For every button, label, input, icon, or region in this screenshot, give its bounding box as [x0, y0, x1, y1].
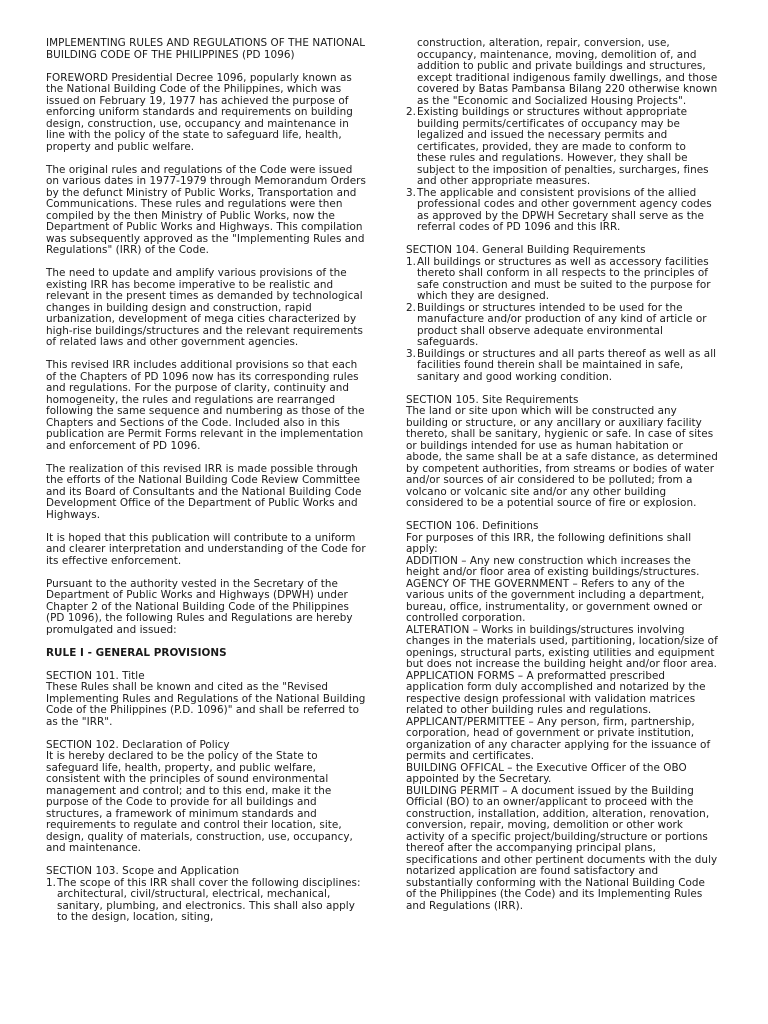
definitions-list — [406, 556, 718, 913]
list-item — [406, 303, 718, 349]
list-item-text: Existing buildings or structures without appropriate building permits/certificates of occupancy may be legalized and issued the necessary permits and certificates, provided, they are made to conform to these rules and regulations. However, they shall be subject to the imposition of penalties, surcharges, fines and other appropriate measures. — [417, 106, 709, 187]
list-item-number: 3. — [406, 186, 417, 199]
list-item-text: All buildings or structures as well as accessory facilities thereto shall conform in all respects to the principles of safe construction and must be suited to the purpose for which they are designed. — [417, 255, 711, 302]
foreword-paragraph: FOREWORD Presidential Decree 1096, popularly known as the National Building Code of the Philippines, which was issued on February 19, 1977 has achieved the purpose of enforcing uniform standards and requirements on building design, construction, use, occupancy and maintenance in line with the policy of the state to safeguard life, health, property and public welfare. — [46, 71, 353, 153]
definition-addition: ADDITION – Any new construction which increases the height and/or floor area of existing buildings/structures. — [406, 554, 700, 578]
list-item — [406, 257, 718, 303]
list-item-number: 1. — [406, 255, 417, 268]
list-item-number: 3. — [406, 347, 417, 360]
list-item-text: Buildings or structures intended to be used for the manufacture and/or production of any kind of article or product shall observe adequate environmental safeguards. — [417, 301, 707, 348]
section-101-heading: SECTION 101. Title — [46, 669, 145, 682]
section-104-heading: SECTION 104. General Building Requirements — [406, 244, 646, 256]
rule-heading: RULE I - GENERAL PROVISIONS — [46, 646, 227, 659]
list-item-continued — [406, 38, 718, 107]
paragraph-need-to-update: The need to update and amplify various provisions of the existing IRR has become imperative to be realistic and relevant in the present times as demanded by technological changes in building design and construction, rapid urbanization, development of mega cities characterized by high-rise buildings/structures and the relevant requirements of related laws and other government agencies. — [46, 267, 364, 348]
left-column — [46, 38, 366, 935]
list-item-text: Buildings or structures and all parts thereof as well as all facilities found therein shall be maintained in safe, sanitary and good working condition. — [417, 347, 717, 383]
section-104-list — [406, 257, 718, 384]
definition-building-official: BUILDING OFFICAL – the Executive Officer of the OBO appointed by the Secretary. — [406, 761, 687, 785]
list-item-number: 2. — [406, 106, 417, 118]
list-item — [406, 188, 718, 234]
list-item-text: construction, alteration, repair, conversion, use, occupancy, maintenance, moving, demolition of, and addition to public and private buildings and structures, except traditional indigenous family dwellings, and those covered by Batas Pambansa Bilang 220 otherwise known as the "Economic and Socialized Housing Projects". — [417, 37, 718, 107]
section-106-intro: For purposes of this IRR, the following definitions shall apply: — [406, 531, 692, 555]
paragraph-revised-irr: This revised IRR includes additional provisions so that each of the Chapters of PD 1096 now has its corresponding rules and regulations. For the purpose of clarity, continuity and homogeneity, the rules and regulations are rearranged following the same sequence and numbering as those of the Chapters and Sections of the Code. Included also in this publication are Permit Forms relevant in the implementation and enforcement of PD 1096. — [46, 359, 365, 452]
definition-application-forms: APPLICATION FORMS – A preformatted prescribed application form duly accomplished and notarized by the respective design professional with validation matrices related to other building rules and regulations. — [406, 669, 706, 716]
list-item-text: The applicable and consistent provisions of the allied professional codes and other government agency codes as approved by the DPWH Secretary shall serve as the referral codes of PD 1096 and this IRR. — [417, 186, 712, 233]
list-item — [46, 878, 366, 924]
paragraph-realization: The realization of this revised IRR is made possible through the efforts of the National Building Code Review Committee and its Board of Consultants and the National Building Code Development Office of the Department of Public Works and Highways. — [46, 462, 362, 521]
list-item-text: The scope of this IRR shall cover the following disciplines: architectural, civil/structural, electrical, mechanical, sanitary, plumbing, and electronics. This shall also apply to the design, location, siting, — [57, 876, 361, 923]
document-title: IMPLEMENTING RULES AND REGULATIONS OF THE NATIONAL BUILDING CODE OF THE PHILIPPINES (PD 1096) — [46, 37, 366, 61]
right-column — [406, 38, 718, 912]
paragraph-hoped: It is hoped that this publication will contribute to a uniform and clearer interpretation and understanding of the Code for its effective enforcement. — [46, 531, 366, 567]
list-item — [406, 349, 718, 384]
definition-agency-of-government: AGENCY OF THE GOVERNMENT – Refers to any of the various units of the government including a department, bureau, office, instrumentality, or government owned or controlled corporation. — [406, 577, 705, 624]
section-103-heading: SECTION 103. Scope and Application — [46, 865, 240, 877]
section-103-list — [46, 878, 366, 924]
definition-building-permit: BUILDING PERMIT – A document issued by the Building Official (BO) to an owner/applicant to proceed with the construction, installation, addition, alteration, renovation, conversion, repair, moving, demolition or other work activity of a specific project/building/structure or portions thereof after the accompanying principal plans, specifications and other pertinent documents with the duly notarized application are found satisfactory and substantially conforming with the National Building Code of the Philippines (the Code) and its Implementing Rules and Regulations (IRR). — [406, 784, 718, 912]
section-103-list-continued — [406, 38, 718, 234]
paragraph-pursuant: Pursuant to the authority vested in the Secretary of the Department of Public Works and Highways (DPWH) under Chapter 2 of the National Building Code of the Philippines (PD 1096), the following Rules and Regulations are hereby promulgated and issued: — [46, 577, 353, 636]
section-105-body: The land or site upon which will be constructed any building or structure, or any ancillary or auxiliary facility thereto, shall be sanitary, hygienic or safe. In case of sites or buildings intended for use as human habitation or abode, the same shall be at a safe distance, as determined by competent authorities, from streams or bodies of water and/or sources of air considered to be polluted; from a volcano or volcanic site and/or any other building considered to be a potential source of fire or explosion. — [406, 405, 718, 509]
section-106-heading: SECTION 106. Definitions — [406, 520, 539, 532]
section-101-body: These Rules shall be known and cited as the "Revised Implementing Rules and Regulations of the National Building Code of the Philippines (P.D. 1096)" and shall be referred to as the "IRR". — [46, 681, 366, 728]
definition-alteration: ALTERATION – Works in buildings/structures involving changes in the materials used, partitioning, location/size of openings, structural parts, existing utilities and equipment but does not increase the building height and/or floor area. — [406, 623, 718, 670]
section-105-heading: SECTION 105. Site Requirements — [406, 393, 579, 406]
list-item-number: 1. — [46, 876, 57, 889]
definition-applicant-permittee: APPLICANT/PERMITTEE – Any person, firm, partnership, corporation, head of government or private institution, organization of any character applying for the issuance of permits and certificates. — [406, 715, 711, 762]
paragraph-original-rules: The original rules and regulations of the Code were issued on various dates in 1977-1979 through Memorandum Orders by the defunct Ministry of Public Works, Transportation and Communications. These rules and regulations were then compiled by the then Ministry of Public Works, now the Department of Public Works and Highways. This compilation was subsequently approved as the "Implementing Rules and Regulations" (IRR) of the Code. — [46, 163, 366, 256]
list-item-number: 2. — [406, 301, 417, 314]
section-102-heading: SECTION 102. Declaration of Policy — [46, 738, 230, 751]
list-item — [406, 107, 718, 188]
section-102-body: It is hereby declared to be the policy of the State to safeguard life, health, property, and public welfare, consistent with the principles of sound environmental management and control; and to this end, make it the purpose of the Code to provide for all buildings and structures, a framework of minimum standards and requirements to regulate and control their location, site, design, quality of materials, construction, use, occupancy, and maintenance. — [46, 750, 353, 854]
